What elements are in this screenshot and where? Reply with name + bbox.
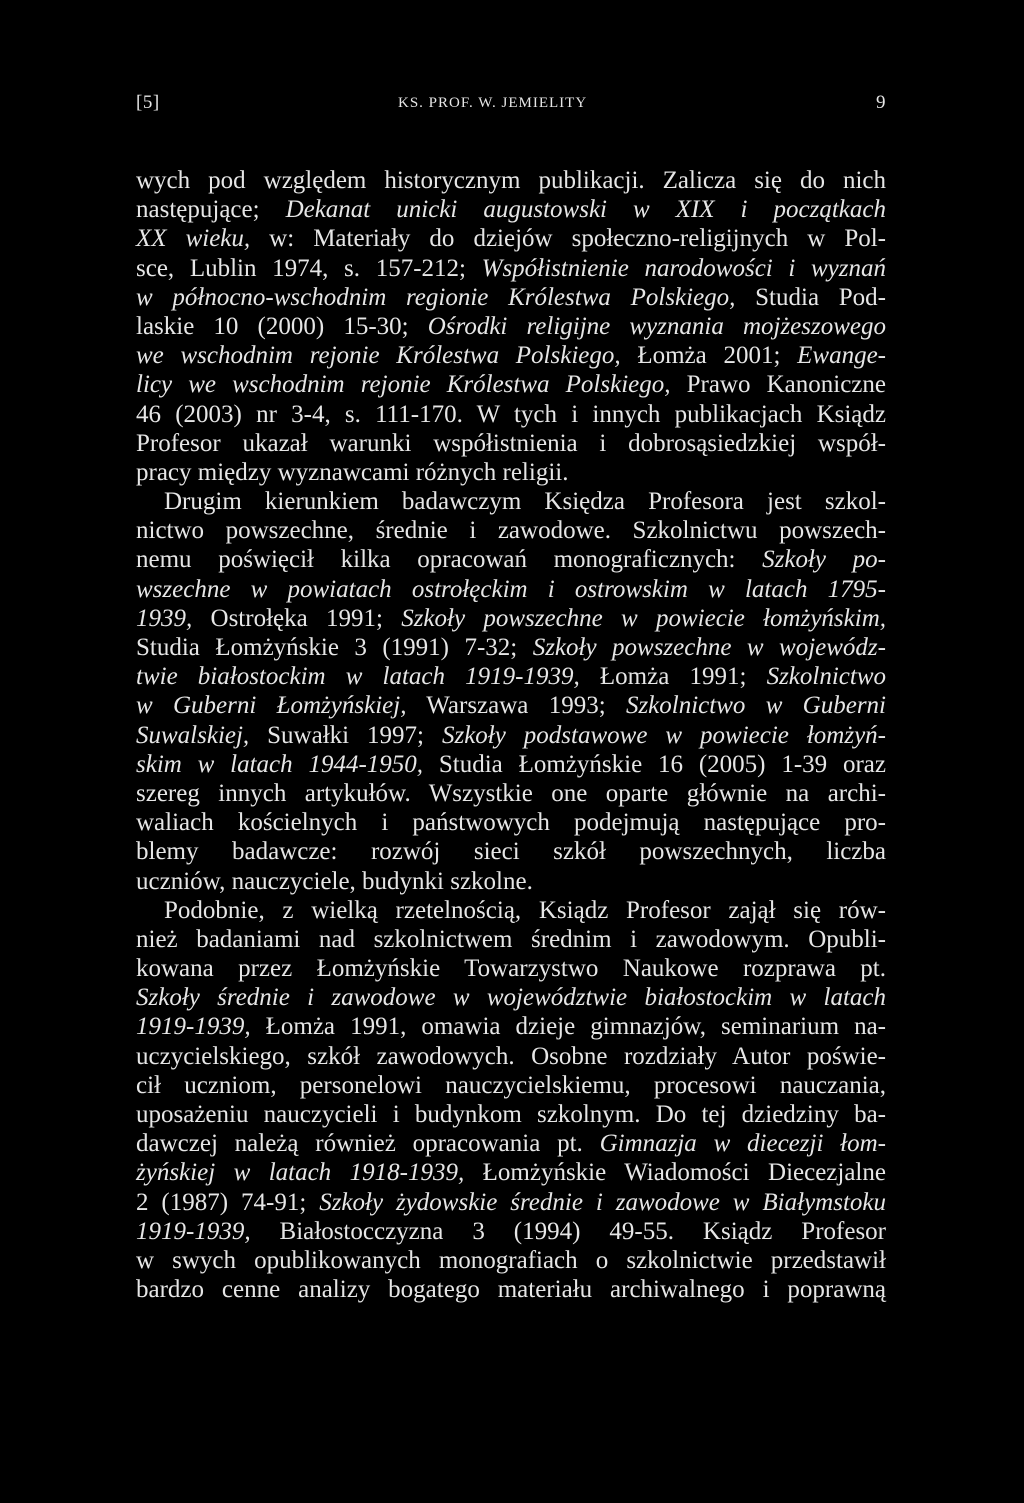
italic-title: Ośrodki religijne wyznania mojżeszowego [427,312,887,340]
text-line [136,1275,886,1304]
running-title: KS. PROF. W. JEMIELITY [398,95,588,111]
italic-title: we wschodnim rejonie Królestwa Polskiego, [136,342,621,370]
text-segment: w swych opublikowanych monografiach o szkolnictwie przedstawił [136,1246,886,1274]
text-line [136,954,886,983]
text-line [136,1158,886,1187]
text-line [136,516,886,545]
italic-title: Dekanat unicki augustowski w XIX i początkach [285,196,886,224]
italic-title: Szkoły żydowskie średnie i zawodowe w Białymstoku [319,1188,886,1216]
text-segment: 46 (2003) nr 3-4, s. 111-170. W tych i innych publikacjach Ksiądz [136,400,886,428]
text-segment: blemy badawcze: rozwój sieci szkół powszechnych, liczba [136,838,886,866]
italic-title: Szkoły powszechne w wojewódz- [532,634,886,661]
italic-title: w Guberni Łomżyńskiej, [136,692,407,720]
text-segment: Łomża 2001; [620,342,798,370]
text-line [136,312,886,341]
text-line [136,224,886,253]
italic-title: Szkolnictwo [766,663,886,691]
text-segment: Prawo Kanoniczne [670,371,886,399]
text-segment: bardzo cenne analizy bogatego materiału archiwalnego i poprawną [136,1276,886,1304]
text-segment: nemu poświęcił kilka opracowań monograficznych: [136,546,763,574]
text-line [136,1071,886,1100]
text-line [136,545,886,574]
text-segment: nictwo powszechne, średnie i zawodowe. Szkolnictwu powszech- [136,517,886,545]
text-line [136,1246,886,1275]
text-segment: Podobnie, z wielką rzetelnością, Ksiądz Profesor zajął się rów- [164,896,886,924]
text-segment: uczycielskiego, szkół zawodowych. Osobne rozdziały Autor poświe- [136,1042,886,1070]
text-line [136,867,886,896]
text-line [136,604,886,633]
text-line [136,633,886,662]
text-line [136,429,886,458]
body-text [136,166,886,1304]
text-segment: laskie 10 (2000) 15-30; [136,312,428,340]
text-segment: Białostocczyzna 3 (1994) 49-55. Ksiądz Profesor [250,1217,886,1245]
italic-title: Szkoły po- [762,546,886,574]
italic-title: skim w latach 1944-1950, [136,750,424,778]
text-segment: Drugim kierunkiem badawczym Księdza Profesora jest szkol- [164,488,886,516]
italic-title: licy we wschodnim rejonie Królestwa Polskiego, [136,371,671,399]
text-line [136,341,886,370]
text-segment: Studia Pod- [735,283,886,311]
text-segment: Studia Łomżyńskie 3 (1991) 7-32; [136,634,533,661]
text-line [136,691,886,720]
text-segment: Łomża 1991; [579,663,767,691]
page-header [136,92,886,128]
italic-title: Szkoły średnie i zawodowe w województwie białostockim w latach [136,984,886,1012]
text-segment: waliach kościelnych i państwowych podejmują następujące pro- [136,809,886,837]
text-line [136,1129,886,1158]
text-line [136,283,886,312]
text-segment: Studia Łomżyńskie 16 (2005) 1-39 oraz [423,750,886,778]
text-segment: Ostrołęka 1991; [192,604,402,632]
text-segment: Łomżyńskie Wiadomości Diecezjalne [464,1159,886,1187]
italic-title: Ewange- [797,342,886,370]
text-line [136,458,886,487]
text-segment: nież badaniami nad szkolnictwem średnim i zawodowym. Opubli- [136,925,886,953]
italic-title: 1919-1939, [136,1217,251,1245]
italic-title: Gimnazja w diecezji łom- [599,1130,886,1158]
text-line [136,487,886,516]
text-segment: pracy między wyznawcami różnych religii. [136,458,569,486]
text-segment: uczniów, nauczyciele, budynki szkolne. [136,867,533,895]
italic-title: wszechne w powiatach ostrołęckim i ostrowskim w latach 1795- [136,575,886,603]
text-segment: 2 (1987) 74-91; [136,1188,320,1216]
text-line [136,837,886,866]
text-line [136,925,886,954]
section-number: [5] [136,92,160,113]
italic-title: Szkoły powszechne w powiecie łomżyńskim, [401,604,887,632]
italic-title: żyńskiej w latach 1918-1939, [136,1159,465,1187]
text-segment: cił uczniom, personelowi nauczycielskiemu, procesowi nauczania, [136,1071,886,1099]
text-segment: Warszawa 1993; [406,692,626,720]
text-line [136,575,886,604]
text-line [136,400,886,429]
text-line [136,1100,886,1129]
text-line [136,983,886,1012]
text-segment: uposażeniu nauczycieli i budynkom szkolnym. Do tej dziedziny ba- [136,1101,886,1128]
text-segment: Suwałki 1997; [249,721,442,749]
italic-title: Szkolnictwo w Guberni [625,692,886,720]
italic-title: Szkoły podstawowe w powiecie łomżyń- [441,721,886,749]
text-segment: następujące; [136,196,286,224]
text-line [136,1042,886,1071]
text-line [136,779,886,808]
italic-title: 1939, [136,604,193,632]
text-line [136,166,886,195]
page-number: 9 [876,92,886,113]
text-line [136,721,886,750]
text-line [136,370,886,399]
text-segment: dawczej należą również opracowania pt. [136,1130,600,1158]
italic-title: twie białostockim w latach 1919-1939, [136,663,580,691]
italic-title: 1919-1939, [136,1013,251,1041]
text-segment: w: Materiały do dziejów społeczno-religijnych w Pol- [250,225,886,253]
italic-title: XX wieku, [136,225,251,253]
italic-title: Współistnienie narodowości i wyznań [481,254,886,282]
text-line [136,662,886,691]
text-segment: kowana przez Łomżyńskie Towarzystwo Naukowe rozprawa pt. [136,955,886,983]
text-line [136,254,886,283]
text-segment: Łomża 1991, omawia dzieje gimnazjów, seminarium na- [250,1013,886,1041]
text-line [136,1217,886,1246]
text-line [136,1188,886,1217]
text-segment: szereg innych artykułów. Wszystkie one oparte głównie na archi- [136,779,886,807]
text-line [136,808,886,837]
text-line [136,1012,886,1041]
text-segment: Profesor ukazał warunki współistnienia i dobrosąsiedzkiej współ- [136,429,886,457]
text-line [136,896,886,925]
text-segment: wych pod względem historycznym publikacji. Zalicza się do nich [136,167,886,194]
text-line [136,750,886,779]
text-line [136,195,886,224]
italic-title: Suwalskiej, [136,721,250,749]
italic-title: w północno-wschodnim regionie Królestwa Polskiego, [136,283,736,311]
text-segment: sce, Lublin 1974, s. 157-212; [136,254,482,282]
